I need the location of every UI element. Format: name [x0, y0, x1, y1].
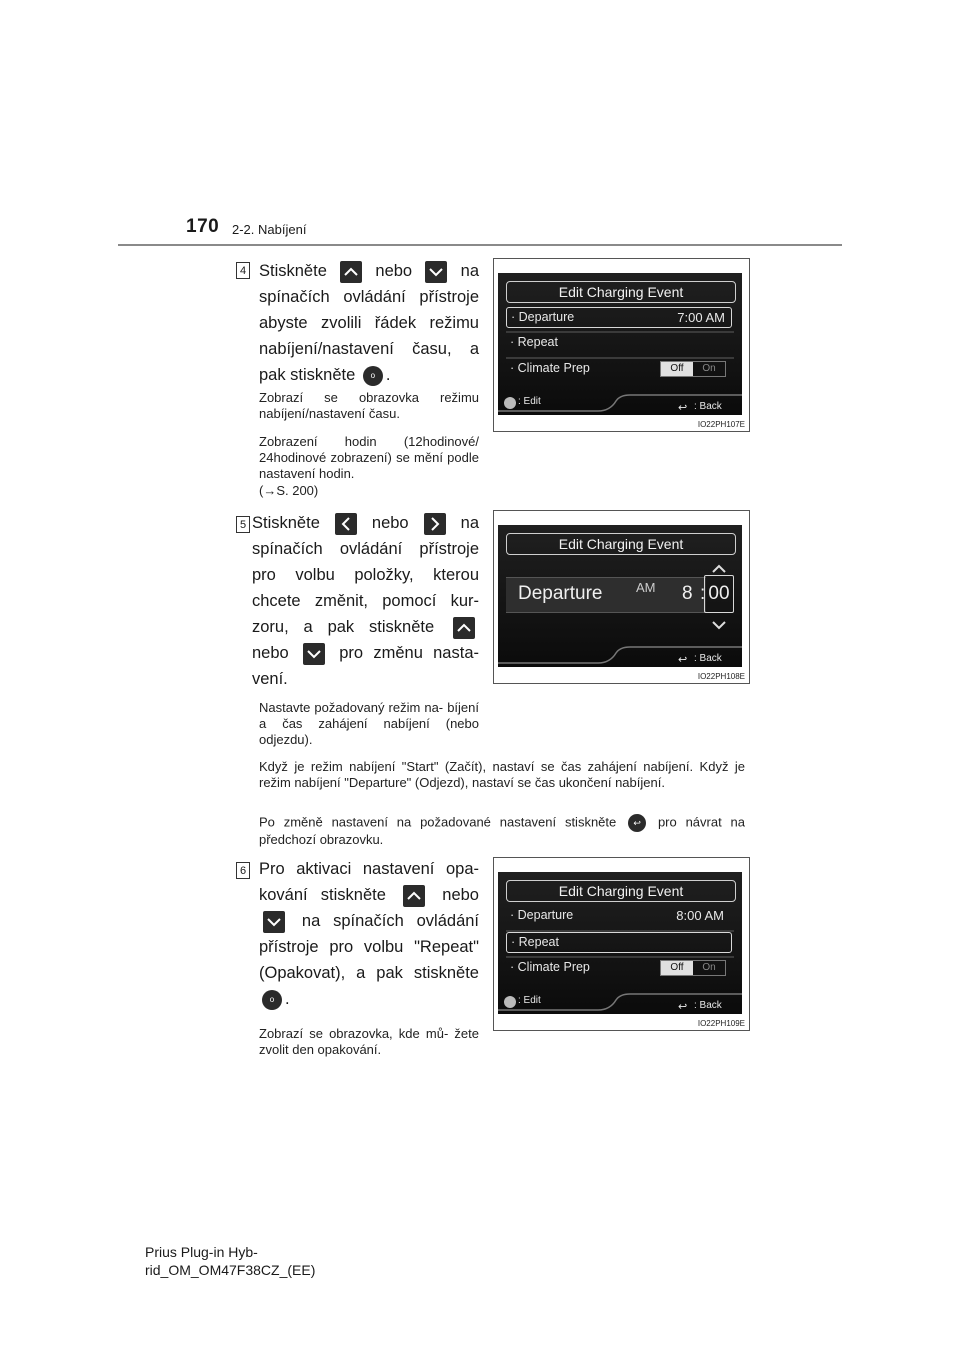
step-4-text-d: a pak stiskněte	[259, 340, 479, 384]
display-screen	[498, 872, 742, 1014]
step-6-text-e: .	[285, 990, 290, 1008]
footer-doc-code: rid_OM_OM47F38CZ_(EE)	[145, 1262, 316, 1278]
row-departure	[506, 906, 730, 925]
figure-code: IO22PH107E	[697, 420, 745, 429]
ok-button-icon: o	[262, 990, 282, 1010]
step-5-note-3b: pro návrat na předchozí obrazovku.	[259, 814, 745, 847]
step-6-note-1: Zobrazí se obrazovka, kde mů- žete zvolit den opakování.	[259, 1026, 479, 1057]
back-button-icon: ↩	[628, 814, 646, 832]
step-4-note-2: Zobrazení hodin (12hodinové/ 24hodinové zobrazení) se mění podle nastavení hodin.	[259, 434, 479, 481]
row-departure-label: · Departure	[511, 310, 575, 324]
chevron-down-icon	[303, 643, 325, 665]
step-5-text-b: nebo	[371, 514, 409, 532]
step-5-text-e: nebo	[252, 644, 289, 662]
screen-title: Edit Charging Event	[506, 533, 736, 555]
chevron-right-icon	[424, 513, 446, 535]
row-repeat-label: · Repeat	[510, 335, 558, 349]
edit-label: : Edit	[518, 995, 541, 1006]
toggle-on: On	[702, 962, 716, 973]
step-number-6: 6	[236, 862, 250, 879]
step-5-text-c: na spínačích ovládání přístroje pro volbu položky, kterou chcete změnit, pomocí kur-	[252, 514, 480, 610]
display-screen	[498, 273, 742, 415]
step-number-5: 5	[236, 516, 250, 533]
step-5-text-f: pro změnu nasta-	[339, 644, 479, 662]
figure-edit-charging-event-2	[493, 510, 750, 684]
step-5-text-d: zoru, a pak stiskněte	[252, 618, 435, 636]
screen-footer	[498, 393, 742, 415]
figure-code: IO22PH108E	[697, 672, 745, 681]
step-5-note-2: Když je režim nabíjení "Start" (Začít), nastaví se čas zahájení nabíjení. Když je režim nabíjení "Departure" (Odjezd), nastaví se čas ukončení nabíjení.	[259, 759, 745, 790]
footer-model: Prius Plug-in Hyb-	[145, 1244, 258, 1260]
ok-button-icon: o	[363, 366, 383, 386]
dial-icon	[504, 996, 516, 1008]
back-arrow-icon: ↩	[678, 402, 688, 414]
step-6-text-c: nebo	[442, 886, 479, 904]
step-4-note-1: Zobrazí se obrazovka režimu nabíjení/nastavení času.	[259, 390, 479, 421]
figure-edit-charging-event-1	[493, 258, 750, 432]
ampm-value: AM	[636, 580, 656, 595]
row-climate-label: · Climate Prep	[510, 960, 590, 974]
screen-title: Edit Charging Event	[506, 281, 736, 303]
row-climate-prep	[506, 359, 730, 378]
screen-footer	[498, 992, 742, 1014]
toggle-off: Off	[661, 961, 693, 975]
step-5-text	[252, 510, 479, 692]
chevron-up-icon	[453, 617, 475, 639]
page-number: 170	[186, 216, 220, 237]
row-repeat	[506, 932, 732, 953]
step-6-text-a: Pro aktivaci nastavení opa-	[259, 860, 479, 878]
screen-footer	[498, 645, 742, 667]
back-label: : Back	[694, 653, 722, 664]
step-4-text-b: nebo	[375, 262, 413, 280]
row-departure-value: 8:00 AM	[676, 908, 724, 923]
step-4-text-e: .	[385, 366, 391, 384]
step-4-text-a: Stiskněte	[259, 262, 327, 280]
edit-label: : Edit	[518, 396, 541, 407]
section-title: 2-2. Nabíjení	[232, 222, 307, 237]
chevron-down-icon	[712, 617, 726, 635]
back-label: : Back	[694, 1000, 722, 1011]
dial-icon	[504, 397, 516, 409]
chevron-down-icon	[263, 911, 285, 933]
departure-time-box	[506, 577, 706, 613]
departure-label: Departure	[518, 583, 603, 604]
step-5-note-3a: Po změně nastavení na požadované nastavení stiskněte	[259, 814, 617, 830]
step-4-note-3: (→S. 200)	[259, 483, 319, 498]
back-arrow-icon: ↩	[678, 654, 688, 666]
climate-toggle	[660, 361, 726, 377]
hour-value: 8	[682, 583, 693, 604]
step-6-text-b: kování stiskněte	[259, 886, 386, 904]
back-arrow-icon: ↩	[678, 1001, 688, 1013]
step-4-text	[259, 258, 479, 388]
chevron-up-icon	[340, 261, 362, 283]
toggle-off: Off	[661, 362, 693, 376]
display-screen	[498, 525, 742, 667]
step-5-text-a: Stiskněte	[252, 514, 320, 532]
step-6-text	[259, 856, 479, 1012]
chevron-up-icon	[403, 885, 425, 907]
row-departure-label: · Departure	[510, 908, 574, 922]
back-label: : Back	[694, 401, 722, 412]
figure-code: IO22PH109E	[697, 1019, 745, 1028]
figure-edit-charging-event-3	[493, 857, 750, 1031]
row-repeat	[506, 333, 730, 352]
row-departure-value: 7:00 AM	[677, 310, 725, 325]
row-departure	[506, 307, 732, 328]
row-climate-prep	[506, 958, 730, 977]
header-rule	[118, 244, 842, 246]
step-4-text-c: na spínačích ovládání přístroje abyste zvolili řádek režimu nabíjení/nastavení času,	[259, 262, 480, 358]
row-repeat-label: · Repeat	[511, 935, 559, 949]
step-5-note-1: Nastavte požadovaný režim na- bíjení a čas zahájení nabíjení (nebo odjezdu).	[259, 700, 479, 747]
minute-value: 00	[704, 575, 734, 613]
screen-title: Edit Charging Event	[506, 880, 736, 902]
step-5-note-3	[259, 814, 745, 848]
toggle-on: On	[702, 363, 716, 374]
chevron-left-icon	[335, 513, 357, 535]
time-colon: :	[700, 583, 706, 604]
step-number-4: 4	[236, 262, 250, 279]
step-6-text-d: na spínačích ovládání přístroje pro volbu "Repeat" (Opakovat), a pak stiskněte	[259, 912, 480, 982]
chevron-down-icon	[425, 261, 447, 283]
step-5-text-g: vení.	[252, 670, 288, 688]
row-climate-label: · Climate Prep	[510, 361, 590, 375]
climate-toggle	[660, 960, 726, 976]
